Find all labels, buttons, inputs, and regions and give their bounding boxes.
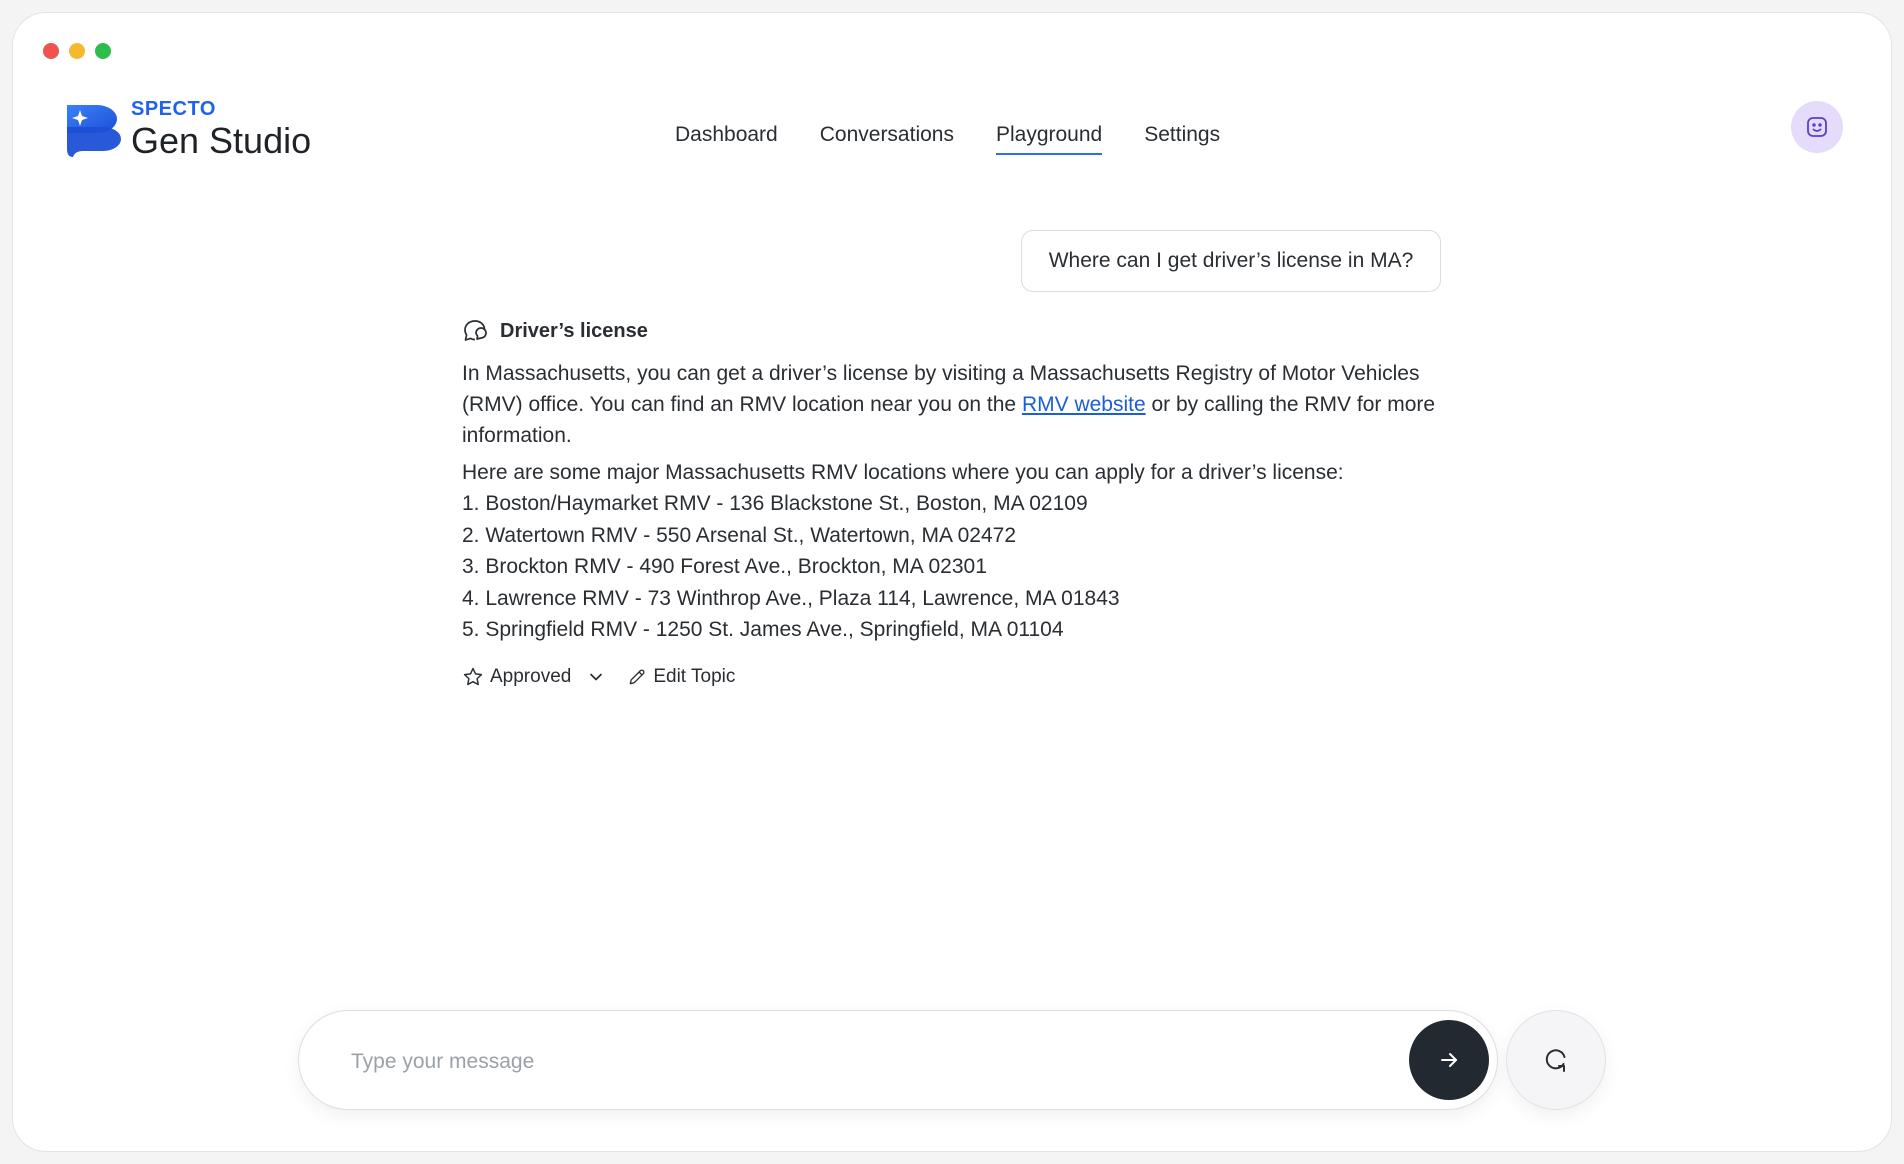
refresh-icon — [1540, 1044, 1572, 1076]
approved-status-label: Approved — [490, 665, 572, 687]
reply-topic-header — [462, 318, 1442, 344]
nav-dashboard[interactable]: Dashboard — [675, 123, 778, 146]
nav-conversations[interactable]: Conversations — [819, 123, 954, 146]
reply-intro-text-end: or by calling the RMV for more information. — [462, 393, 1436, 447]
chat-bubbles-icon — [462, 318, 488, 344]
list-item: 1. Boston/Haymarket RMV - 136 Blackstone St., Boston, MA 02109 — [462, 492, 1088, 515]
nav-playground[interactable]: Playground — [996, 123, 1102, 155]
main-nav — [675, 123, 1220, 155]
list-item: 2. Watertown RMV - 550 Arsenal St., Watertown, MA 02472 — [462, 523, 1017, 547]
reply-intro-paragraph — [462, 358, 1442, 451]
list-item: 4. Lawrence RMV - 73 Winthrop Ave., Plaza 114, Lawrence, MA 01843 — [462, 586, 1120, 610]
window-controls — [43, 43, 111, 59]
approved-status-button[interactable] — [462, 666, 571, 688]
pencil-icon — [627, 667, 647, 687]
reset-conversation-button[interactable] — [1506, 1010, 1606, 1110]
edit-topic-button[interactable] — [627, 666, 735, 688]
arrow-right-icon — [1437, 1048, 1461, 1072]
app-logo[interactable] — [63, 99, 311, 159]
star-icon — [462, 666, 484, 688]
reply-topic-title: Driver’s license — [500, 319, 648, 342]
send-button[interactable] — [1409, 1020, 1489, 1100]
app-window — [12, 12, 1892, 1152]
status-dropdown-toggle[interactable] — [587, 668, 605, 686]
list-item: 5. Springfield RMV - 1250 St. James Ave., Springfield, MA 01104 — [462, 618, 1064, 641]
user-message-bubble — [1021, 230, 1441, 292]
list-item: 3. Brockton RMV - 490 Forest Ave., Brockton, MA 02301 — [462, 555, 987, 578]
reply-intro-text: In Massachusetts, you can get a driver’s license by visiting a Massachusetts Registry of Motor Vehicles (RMV) office. You can find an RMV location near you on the — [462, 362, 1420, 416]
reply-list-heading: Here are some major Massachusetts RMV locations where you can apply for a driver’s license: — [462, 461, 1344, 484]
maximize-window-button[interactable] — [95, 43, 111, 59]
user-avatar-button[interactable] — [1791, 101, 1843, 153]
message-composer — [298, 1010, 1498, 1110]
user-message-text: Where can I get driver’s license in MA? — [1048, 249, 1414, 272]
brand-name: SPECTO — [131, 98, 216, 120]
rmv-website-link[interactable]: RMV website — [1021, 393, 1146, 416]
nav-settings[interactable]: Settings — [1144, 123, 1221, 146]
rmv-locations-list — [462, 488, 1442, 646]
assistant-reply — [462, 318, 1442, 688]
close-window-button[interactable] — [43, 43, 59, 59]
edit-topic-label: Edit Topic — [653, 665, 736, 687]
message-input[interactable] — [349, 1041, 1313, 1083]
reply-actions — [462, 666, 1442, 688]
smiley-face-icon — [1805, 115, 1829, 139]
minimize-window-button[interactable] — [69, 43, 85, 59]
specto-logo-icon — [63, 101, 121, 157]
chevron-down-icon — [587, 668, 605, 686]
product-name: Gen Studio — [131, 120, 312, 161]
